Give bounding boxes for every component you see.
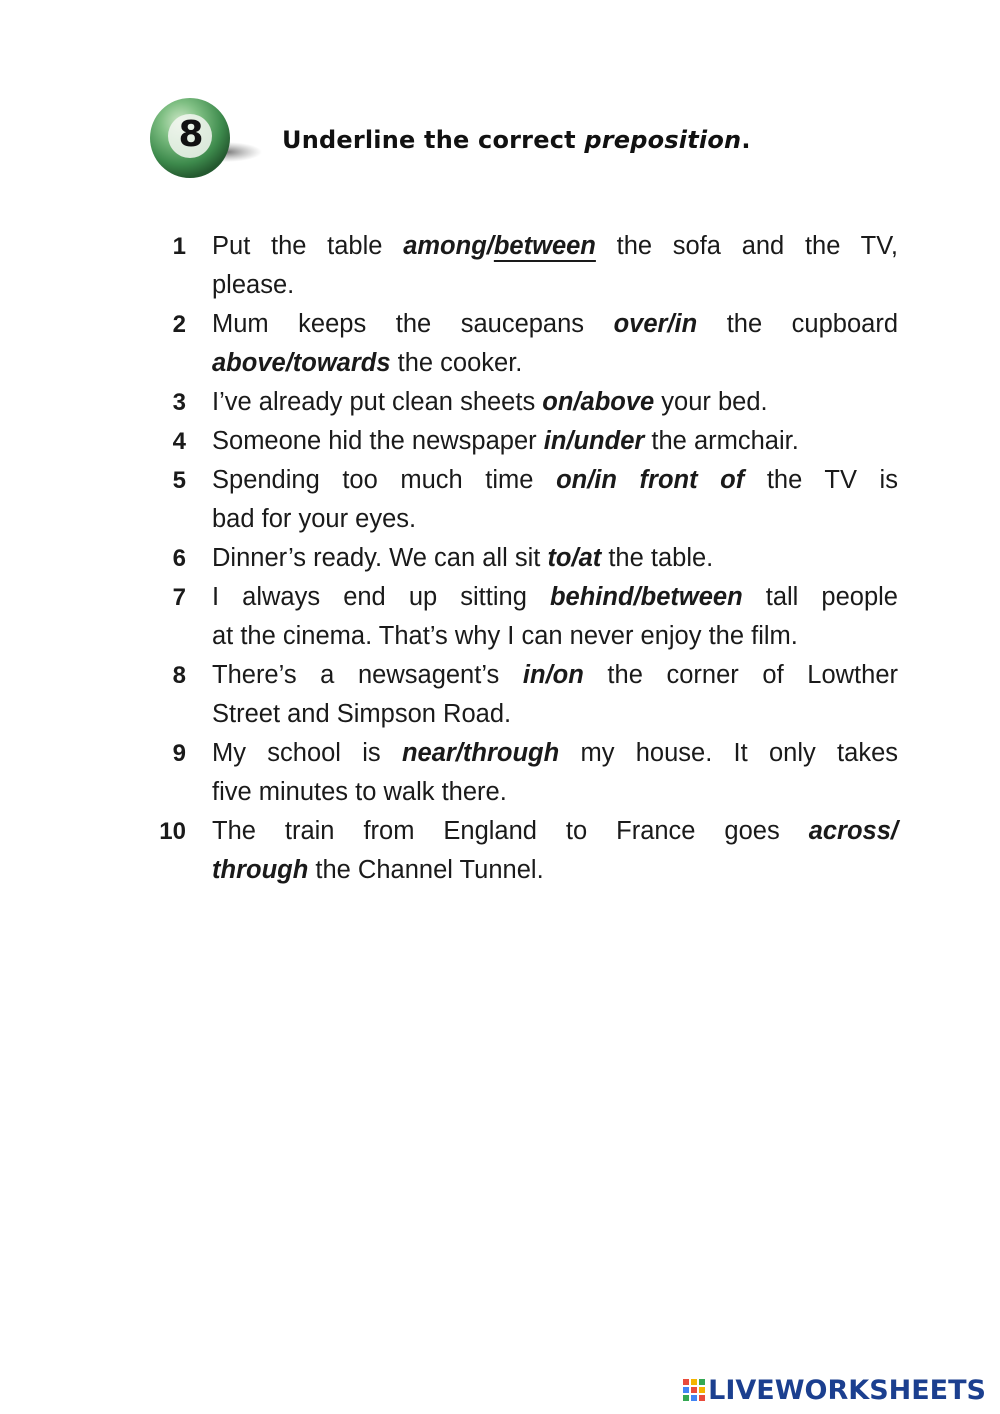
item-text: the table. <box>601 544 714 572</box>
item-number: 3 <box>172 389 186 416</box>
preposition-option[interactable]: behind/between <box>549 583 743 611</box>
item-text: There’s a newsagent’s <box>212 661 523 689</box>
preposition-option[interactable]: among/ <box>403 232 494 260</box>
item-number: 1 <box>172 233 186 260</box>
item-text: My school is <box>212 739 402 767</box>
item-line <box>212 500 898 539</box>
preposition-option[interactable]: on/in front of <box>556 466 745 494</box>
item-text: I always end up sitting <box>212 583 550 611</box>
item-text: the cooker. <box>390 349 523 377</box>
preposition-option[interactable]: in/under <box>543 427 645 455</box>
item-number: 4 <box>172 428 186 455</box>
preposition-option[interactable]: on/above <box>542 388 655 416</box>
item-line <box>212 344 898 383</box>
item-line <box>212 266 898 305</box>
item-text: Dinner’s ready. We can all sit <box>212 544 548 572</box>
item-line <box>212 578 898 617</box>
item-number: 2 <box>172 311 186 338</box>
item-line <box>212 383 898 422</box>
item-text: the armchair. <box>644 427 799 455</box>
item-line <box>212 461 898 500</box>
item-line <box>212 656 898 695</box>
item-line <box>212 422 898 461</box>
item-number: 5 <box>172 467 186 494</box>
item-number: 10 <box>159 818 186 845</box>
item-text: the TV is <box>744 466 898 494</box>
preposition-option[interactable]: over/in <box>613 310 698 338</box>
exercise-header <box>148 96 868 186</box>
item-text: the corner of Lowther <box>583 661 898 689</box>
item-line <box>212 773 898 812</box>
exercise-instruction <box>282 126 751 154</box>
item-text: Someone hid the newspaper <box>212 427 544 455</box>
item-text: the sofa and the TV, <box>595 232 898 260</box>
exercise-number: 8 <box>178 114 204 155</box>
preposition-option[interactable]: through <box>212 856 309 884</box>
item-text: bad for your eyes. <box>212 505 417 533</box>
item-text: Street and Simpson Road. <box>212 700 512 728</box>
item-text: your bed. <box>654 388 768 416</box>
item-line <box>212 812 898 851</box>
item-line <box>212 851 898 890</box>
instruction-period: . <box>741 126 751 154</box>
item-text: tall people <box>742 583 898 611</box>
exercise-items <box>150 227 898 890</box>
preposition-option[interactable]: to/at <box>547 544 602 572</box>
underlined-answer[interactable]: between <box>493 232 596 260</box>
liveworksheets-logo-icon <box>682 1378 706 1402</box>
item-text: my house. It only takes <box>559 739 898 767</box>
item-text: The train from England to France goes <box>212 817 809 845</box>
item-text: please. <box>212 271 295 299</box>
item-text: at the cinema. That’s why I can never enjoy the film. <box>212 622 798 650</box>
item-text: Put the table <box>212 232 404 260</box>
item-text: five minutes to walk there. <box>212 778 507 806</box>
preposition-option[interactable]: near/through <box>401 739 560 767</box>
exercise-item <box>150 656 898 734</box>
exercise-item <box>150 578 898 656</box>
brand-name: LIVEWORKSHEETS <box>708 1374 986 1406</box>
item-number: 6 <box>172 545 186 572</box>
item-text: Spending too much time <box>212 466 557 494</box>
preposition-option[interactable]: across/ <box>808 817 898 845</box>
item-number: 8 <box>172 662 186 689</box>
instruction-text: Underline the correct <box>282 126 576 154</box>
item-text: the Channel Tunnel. <box>308 856 544 884</box>
item-number: 9 <box>172 740 186 767</box>
brand-footer <box>682 1372 986 1408</box>
item-text: Mum keeps the saucepans <box>212 310 614 338</box>
exercise-item <box>150 734 898 812</box>
preposition-option[interactable]: in/on <box>522 661 584 689</box>
exercise-item <box>150 812 898 890</box>
exercise-item <box>150 422 898 461</box>
exercise-item <box>150 383 898 422</box>
preposition-option[interactable]: above/towards <box>212 349 391 377</box>
item-line <box>212 617 898 656</box>
item-line <box>212 539 898 578</box>
item-number: 7 <box>172 584 186 611</box>
exercise-item <box>150 539 898 578</box>
item-line <box>212 695 898 734</box>
item-line <box>212 227 898 266</box>
exercise-number-badge <box>148 96 234 182</box>
item-line <box>212 305 898 344</box>
item-text: I’ve already put clean sheets <box>212 388 543 416</box>
item-text: the cupboard <box>697 310 898 338</box>
exercise-item <box>150 227 898 305</box>
exercise-item <box>150 305 898 383</box>
instruction-emphasis: preposition <box>584 126 742 154</box>
item-line <box>212 734 898 773</box>
exercise-item <box>150 461 898 539</box>
